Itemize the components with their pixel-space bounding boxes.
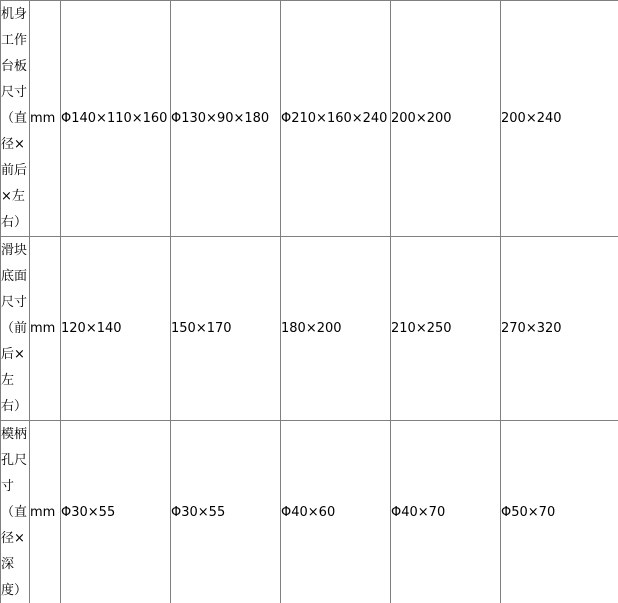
value-cell: Φ40×60 xyxy=(281,421,391,603)
param-cell: 滑块底面尺寸（前后×左右） xyxy=(1,237,30,421)
value-cell: 180×200 xyxy=(281,237,391,421)
value-cell: Φ30×55 xyxy=(61,421,171,603)
value-cell: Φ30×55 xyxy=(171,421,281,603)
param-cell: 机身工作台板尺寸（直径×前后×左右） xyxy=(1,1,30,237)
unit-cell: mm xyxy=(30,421,61,603)
unit-cell: mm xyxy=(30,1,61,237)
value-cell: Φ40×70 xyxy=(391,421,501,603)
table-row xyxy=(1,421,618,603)
param-cell: 模柄孔尺寸（直径×深度） xyxy=(1,421,30,603)
table-row xyxy=(1,237,618,421)
value-cell: 210×250 xyxy=(391,237,501,421)
value-cell: 120×140 xyxy=(61,237,171,421)
value-cell: 200×200 xyxy=(391,1,501,237)
table-row xyxy=(1,1,618,237)
value-cell: Φ130×90×180 xyxy=(171,1,281,237)
value-cell: 270×320 xyxy=(501,237,618,421)
value-cell: Φ210×160×240 xyxy=(281,1,391,237)
value-cell: Φ140×110×160 xyxy=(61,1,171,237)
value-cell: 150×170 xyxy=(171,237,281,421)
value-cell: 200×240 xyxy=(501,1,618,237)
value-cell: Φ50×70 xyxy=(501,421,618,603)
unit-cell: mm xyxy=(30,237,61,421)
